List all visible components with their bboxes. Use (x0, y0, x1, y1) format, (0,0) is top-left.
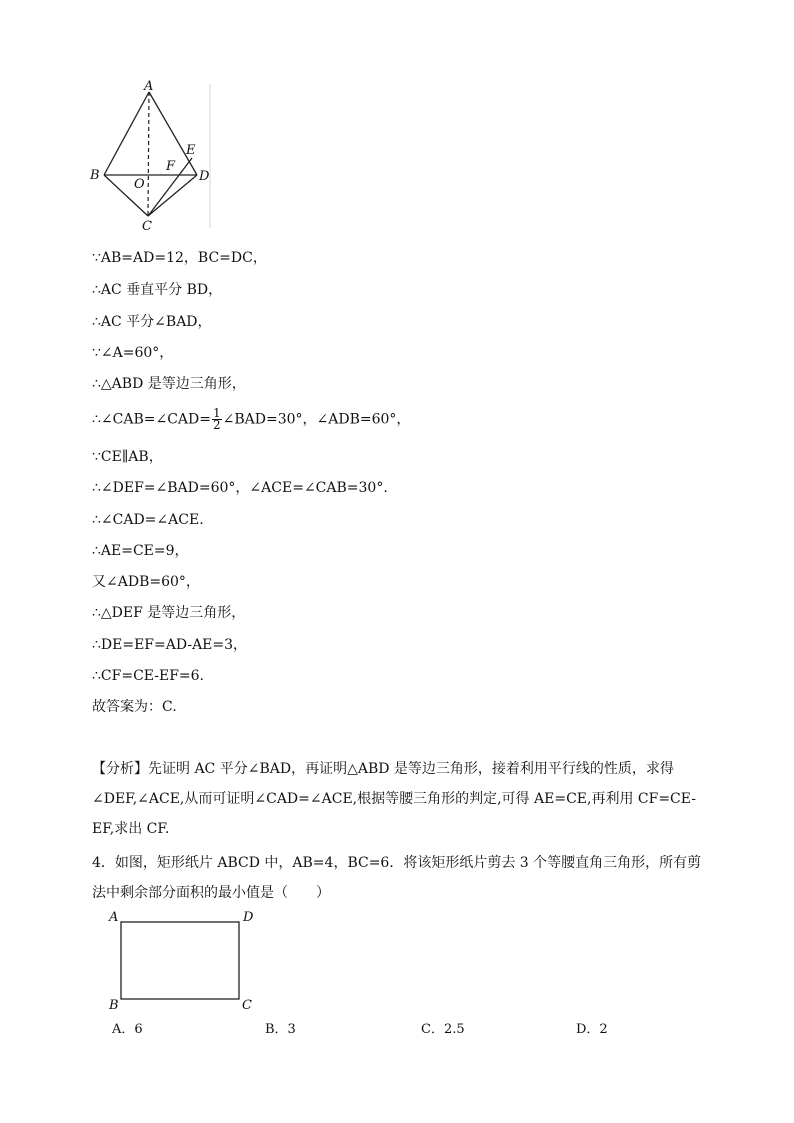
solution-line: ∴△ABD 是等边三角形， (92, 376, 246, 392)
answer-line: 故答案为：C. (92, 699, 177, 715)
label-c: C (242, 998, 252, 1012)
solution-line: ∴∠DEF=∠BAD=60°，∠ACE=∠CAB=30°. (92, 480, 388, 496)
label-a: A (109, 910, 119, 925)
fraction-line-before: ∴∠CAB=∠CAD= (92, 411, 211, 428)
rectangle-abcd (121, 922, 239, 999)
label-b: B (90, 168, 100, 183)
solution-line: ∵∠A=60°， (92, 345, 174, 361)
analysis-paragraph (92, 754, 712, 844)
segment-ac-dashed (148, 92, 149, 216)
solution-line: ∴AC 平分∠BAD， (92, 314, 212, 330)
label-f: F (166, 159, 176, 174)
solution-line: ∴△DEF 是等边三角形， (92, 605, 246, 621)
solution-line: ∴CF=CE-EF=6. (92, 668, 205, 684)
analysis-text: 先证明 AC 平分∠BAD，再证明△ABD 是等边三角形，接着利用平行线的性质，求得∠DEF,∠ACE,从而可证明∠CAD=∠ACE,根据等腰三角形的判定,可得 AE=CE,再利用 CF=CE-EF,求出 CF. (92, 761, 696, 837)
label-c: C (142, 219, 152, 234)
solution-line: ∵CE∥AB， (92, 449, 163, 465)
kite-figure (86, 78, 216, 238)
label-d: D (199, 169, 210, 184)
solution-line: 又∠ADB=60°， (92, 574, 200, 590)
solution-line-fraction (92, 408, 410, 431)
option-c[interactable]: C．2.5 (421, 1022, 465, 1037)
fraction-numerator: 1 (213, 406, 221, 420)
option-a[interactable]: A．6 (112, 1022, 143, 1037)
option-b[interactable]: B．3 (265, 1022, 296, 1037)
rectangle-figure (104, 906, 264, 1012)
fraction-line-after: ∠BAD=30°，∠ADB=60°， (222, 411, 411, 428)
solution-line: ∴∠CAD=∠ACE. (92, 512, 204, 528)
label-a: A (144, 79, 154, 94)
question-text: 4．如图，矩形纸片 ABCD 中，AB=4，BC=6．将该矩形纸片剪去 3 个等腰直角三角形，所有剪法中剩余部分面积的最小值是（ ） (92, 855, 702, 901)
segment-dc (148, 175, 197, 216)
label-b: B (109, 998, 119, 1012)
solution-line: ∴DE=EF=AD-AE=3， (92, 637, 248, 653)
label-e: E (186, 143, 196, 158)
solution-line: ∴AC 垂直平分 BD， (92, 282, 223, 298)
label-d: D (243, 910, 254, 925)
solution-line: ∴AE=CE=9， (92, 543, 189, 559)
analysis-tag: 【分析】 (92, 761, 148, 777)
label-o: O (134, 177, 145, 192)
solution-line: ∵AB=AD=12，BC=DC， (92, 250, 267, 266)
segment-ab (104, 92, 149, 175)
fraction-one-half (212, 408, 222, 431)
fraction-denominator: 2 (213, 418, 221, 432)
option-d[interactable]: D．2 (576, 1022, 608, 1037)
